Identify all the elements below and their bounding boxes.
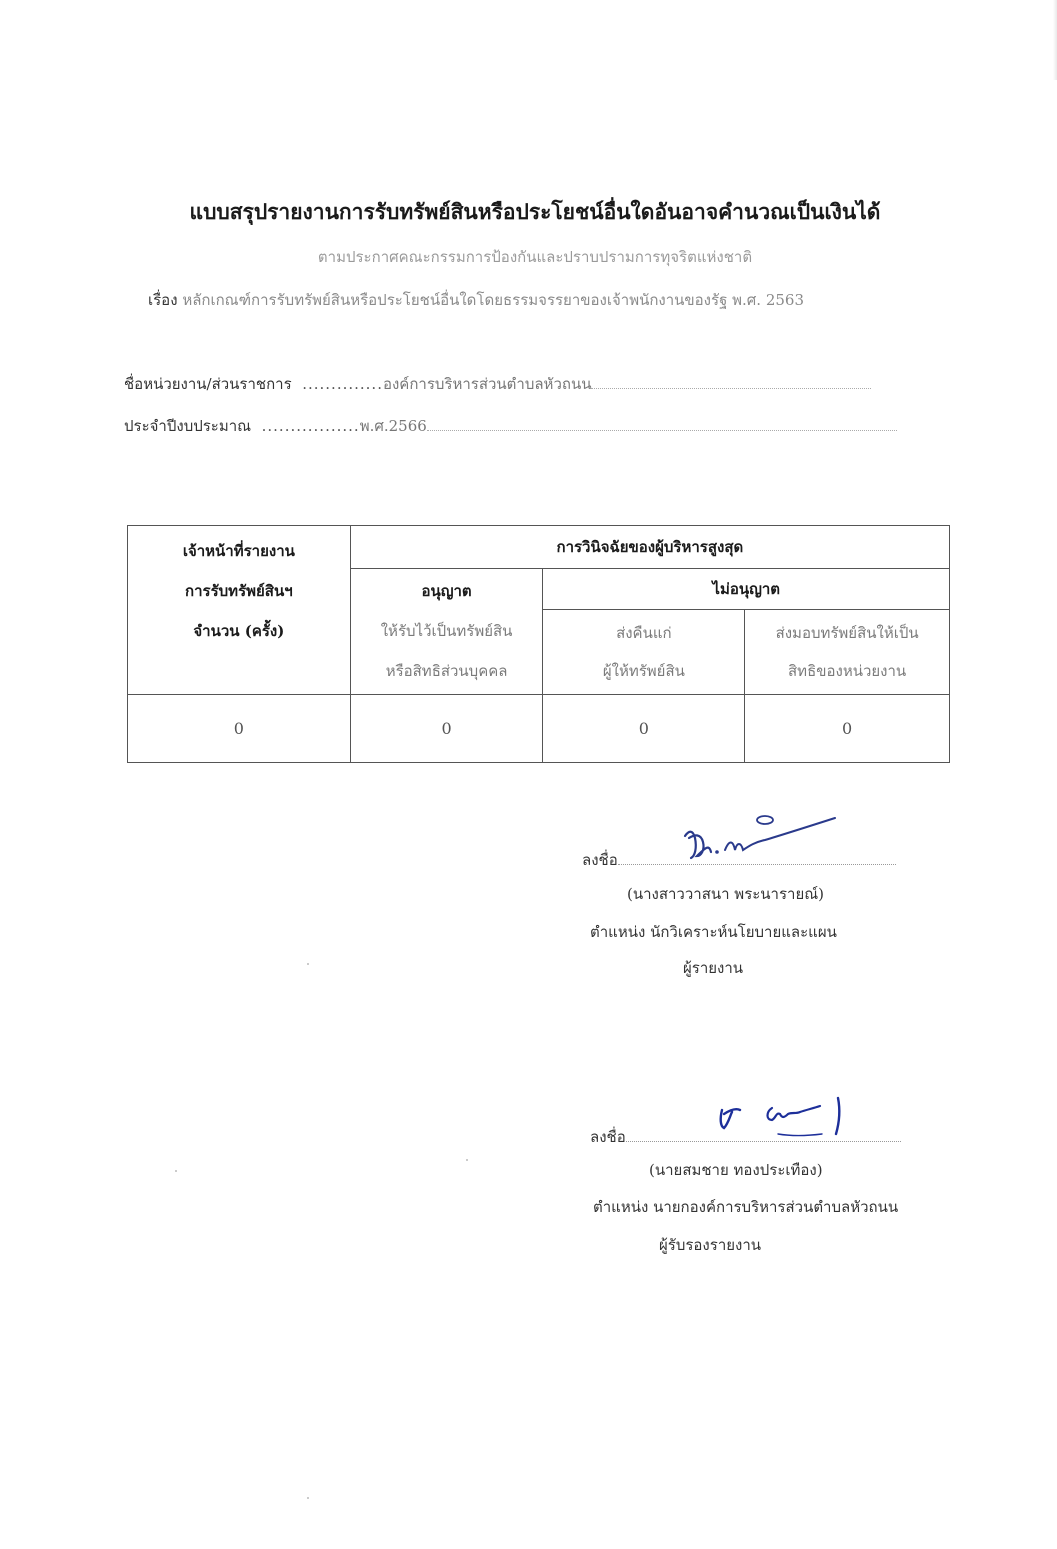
agency-leader-dots: .............. [296, 375, 383, 393]
approve-sub-line2: หรือสิทธิส่วนบุคคล [385, 662, 508, 680]
year-label: ประจำปีงบประมาณ [124, 417, 252, 435]
scan-speck [307, 1497, 309, 1499]
document-subject [148, 288, 804, 312]
document-title: แบบสรุปรายงานการรับทรัพย์สินหรือประโยชน์อื่นใดอันอาจคำนวณเป็นเงินได้ [189, 199, 881, 224]
year-trailing-dots [427, 420, 897, 431]
signer-role-1: ผู้รายงาน [683, 959, 744, 977]
year-leader-dots: ................. [255, 417, 360, 435]
decision-header: การวินิจฉัยของผู้บริหารสูงสุด [350, 526, 949, 569]
agency-trailing-dots [591, 378, 871, 389]
agency-value: องค์การบริหารส่วนตำบลหัวถนน [382, 375, 592, 393]
deny-handover-cell [745, 610, 950, 695]
approve-header: อนุญาต [421, 582, 472, 600]
col1-header-line3: จำนวน (ครั้ง) [193, 622, 285, 640]
count-reported: 0 [128, 695, 351, 763]
subject-lead: เรื่อง [148, 291, 178, 309]
sign-label-1: ลงชื่อ [582, 851, 618, 869]
scan-speck [307, 963, 309, 965]
col1-header-line2: การรับทรัพย์สินฯ [185, 582, 293, 600]
deny-return-line1: ส่งคืนแก่ [616, 624, 672, 642]
count-returned: 0 [543, 695, 745, 763]
count-handed-over: 0 [745, 695, 950, 763]
signer-role-2: ผู้รับรองรายงาน [659, 1236, 762, 1254]
agency-label: ชื่อหน่วยงาน/ส่วนราชการ [124, 375, 292, 393]
approve-header-cell [350, 569, 543, 695]
reported-count-header [128, 526, 351, 695]
agency-line [124, 372, 871, 396]
scan-edge-shadow [1053, 0, 1057, 80]
report-table [127, 525, 950, 763]
deny-handover-line1: ส่งมอบทรัพย์สินให้เป็น [775, 624, 919, 642]
deny-handover-line2: สิทธิของหน่วยงาน [788, 662, 907, 680]
year-line [124, 414, 897, 438]
handwritten-signature-1 [675, 808, 845, 868]
scan-speck [466, 1159, 468, 1161]
signer-name-2: (นายสมชาย ทองประเทือง) [649, 1161, 823, 1179]
signer-position-1: ตำแหน่ง นักวิเคราะห์นโยบายและแผน [590, 923, 837, 941]
count-approved: 0 [350, 695, 543, 763]
year-value: พ.ศ.2566 [359, 417, 427, 435]
col1-header-line1: เจ้าหน้าที่รายงาน [182, 542, 295, 560]
handwritten-signature-2 [710, 1088, 860, 1144]
deny-return-line2: ผู้ให้ทรัพย์สิน [602, 662, 685, 680]
subject-text: หลักเกณฑ์การรับทรัพย์สินหรือประโยชน์อื่นใดโดยธรรมจรรยาของเจ้าพนักงานของรัฐ พ.ศ. 2563 [182, 291, 804, 309]
deny-return-cell [543, 610, 745, 695]
deny-header: ไม่อนุญาต [543, 569, 950, 610]
approve-sub-line1: ให้รับไว้เป็นทรัพย์สิน [380, 622, 513, 640]
document-subtitle: ตามประกาศคณะกรรมการป้องกันและปราบปรามการทุจริตแห่งชาติ [317, 248, 753, 266]
signer-name-1: (นางสาววาสนา พระนารายณ์) [627, 885, 825, 903]
signer-position-2: ตำแหน่ง นายกองค์การบริหารส่วนตำบลหัวถนน [593, 1198, 899, 1216]
sign-label-2: ลงชื่อ [590, 1128, 626, 1146]
scan-speck [175, 1170, 177, 1172]
